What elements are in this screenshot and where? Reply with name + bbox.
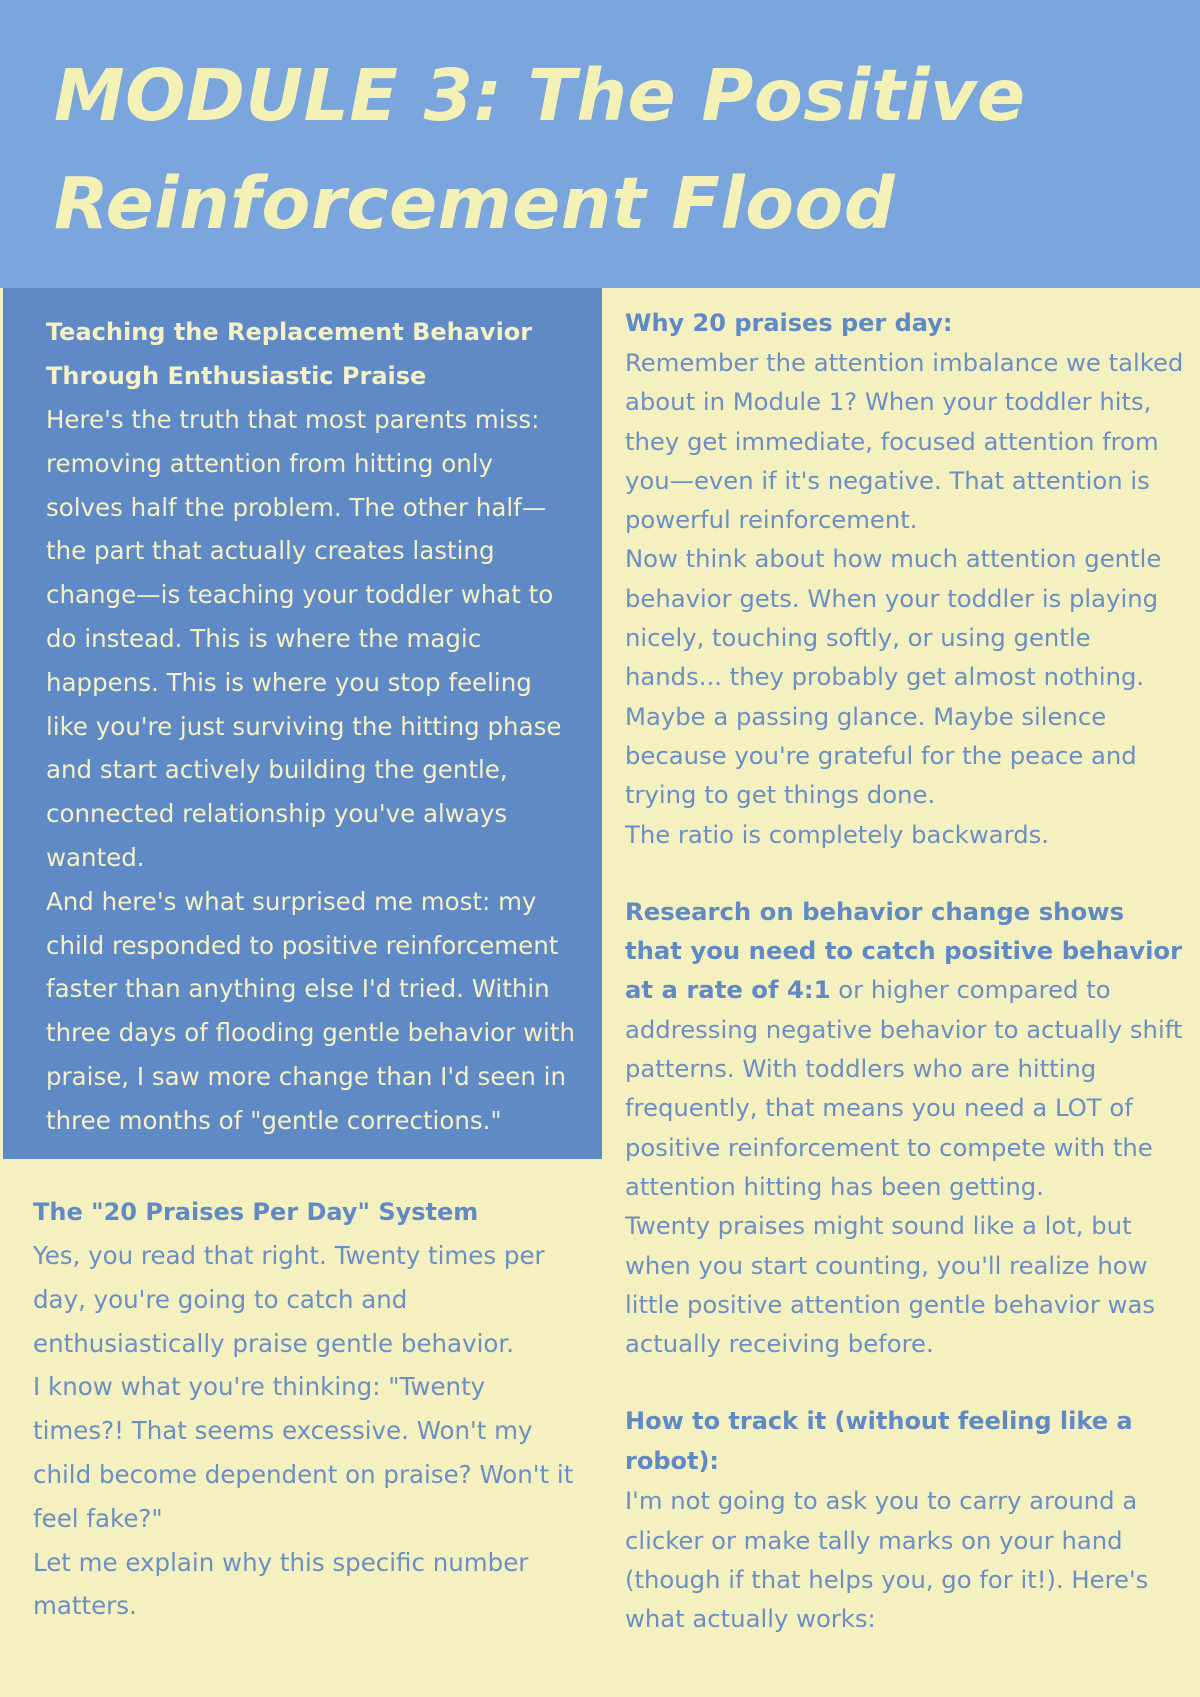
body-paragraph: And here's what surprised me most: my child responded to positive reinforcement faster than anything else I'd tried. Within three days of flooding gentle behavior with praise, I saw more change than I'd seen in three months of "gentle corrections." (46, 886, 575, 1135)
body-paragraph: Yes, you read that right. Twenty times per day, you're going to catch and enthusiastically praise gentle behavior. (33, 1241, 545, 1358)
section-heading (46, 310, 576, 398)
heading-line-1: Teaching the Replacement Behavior (46, 318, 533, 346)
title-line-2: Reinforcement Flood (54, 162, 896, 245)
section-heading: The "20 Praises Per Day" System (33, 1198, 479, 1226)
body-paragraph: I'm not going to ask you to carry around a clicker or make tally marks on your hand (though if that helps you, go for it!). Here's what actually works: (625, 1486, 1149, 1634)
body-paragraph: Let me explain why this specific number matters. (33, 1547, 529, 1621)
research-paragraph (625, 892, 1185, 1206)
body-paragraph: Twenty praises might sound like a lot, but when you start counting, you'll realize how little positive attention gentle behavior was actually receiving before. (625, 1211, 1156, 1359)
right-column (625, 303, 1185, 1639)
highlight-box (3, 288, 602, 1159)
page-title (54, 42, 1026, 258)
section-heading: How to track it (without feeling like a robot): (625, 1407, 1133, 1476)
header-banner (0, 0, 1200, 288)
body-paragraph: Remember the attention imbalance we talked about in Module 1? When your toddler hits, they get immediate, focused attention from you—even if it's negative. That attention is powerful reinforcement. (625, 348, 1184, 535)
body-paragraph: Here's the truth that most parents miss: removing attention from hitting only solves half the problem. The other half—the part that actually creates lasting change—is teaching your toddler what to do instead. This is where the magic happens. This is where you stop feeling like you're just surviving the hitting phase and start actively building the gentle, connected relationship you've always wanted. (46, 405, 562, 872)
body-paragraph: I know what you're thinking: "Twenty times?! That seems excessive. Won't my child become dependent on praise? Won't it feel fake?" (33, 1372, 574, 1533)
title-line-1: MODULE 3: The Positive (54, 54, 1026, 137)
spacer (625, 854, 1185, 892)
praises-system-section (33, 1190, 578, 1628)
research-text: or higher compared to addressing negative behavior to actually shift patterns. With toddlers who are hitting frequently, that means you need a LOT of positive reinforcement to compete with the attention hitting has been getting. (625, 975, 1183, 1201)
section-heading: Why 20 praises per day: (625, 309, 953, 337)
body-paragraph: The ratio is completely backwards. (625, 819, 1049, 849)
heading-line-2: Through Enthusiastic Praise (46, 362, 427, 390)
spacer (625, 1363, 1185, 1401)
research-emphasis: Research on behavior change shows that you need to catch positive behavior at a rate of 4:1 (625, 896, 1183, 1005)
body-paragraph: Now think about how much attention gentle behavior gets. When your toddler is playing nicely, touching softly, or using gentle hands... they probably get almost nothing. Maybe a passing glance. Maybe silence because you're grateful for the peace and trying to get things done. (625, 544, 1162, 810)
